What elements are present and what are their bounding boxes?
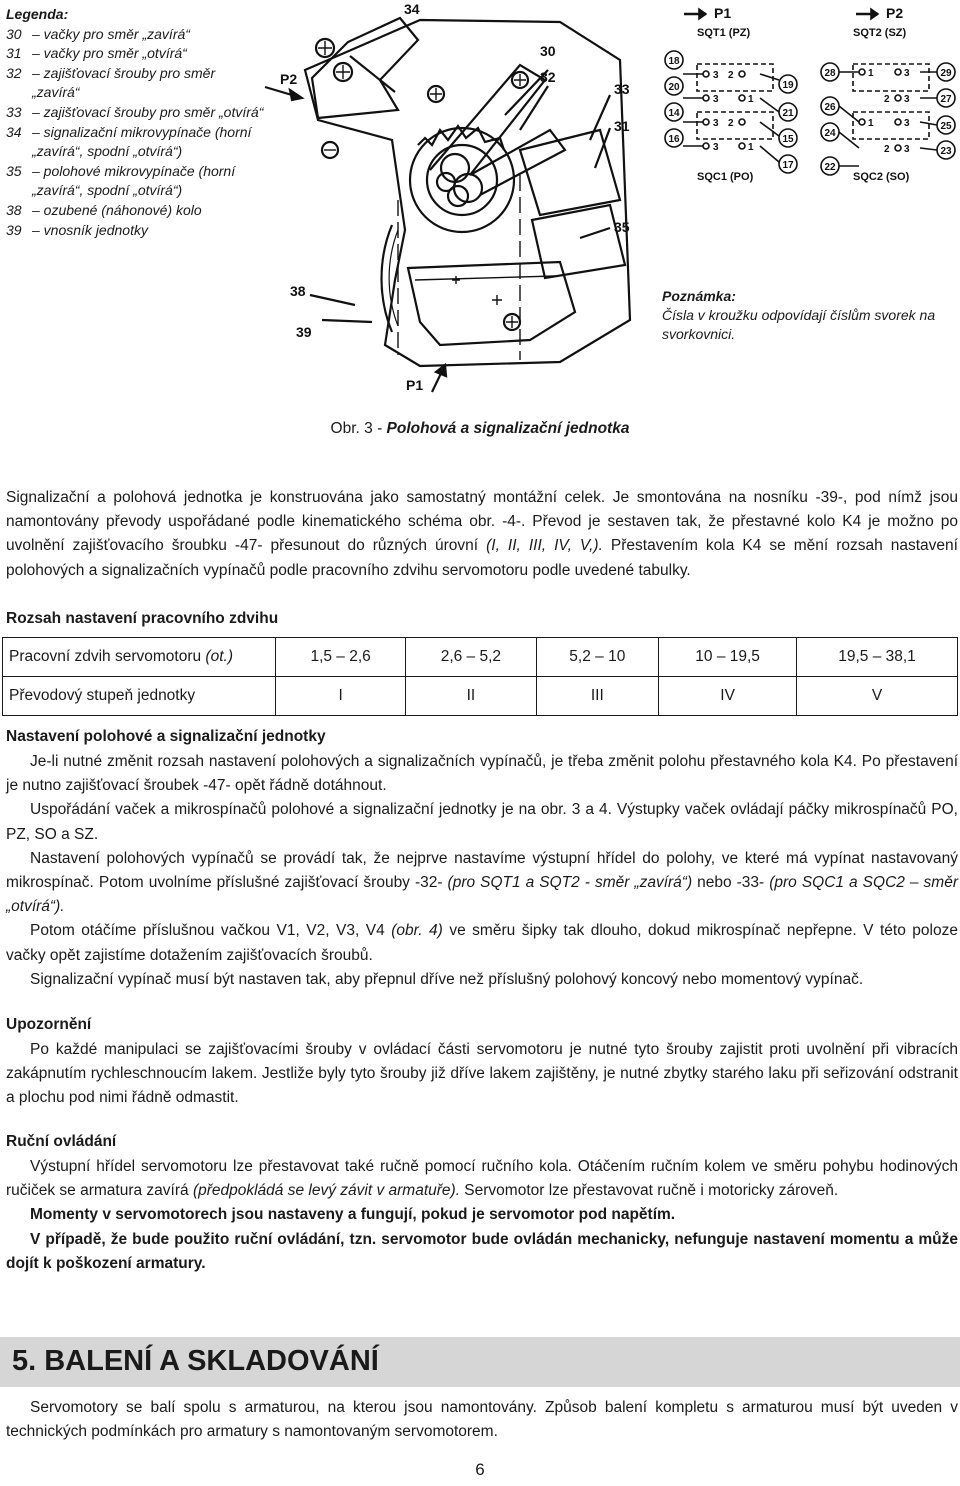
table-row [3, 638, 958, 677]
warning-section [6, 1038, 958, 1111]
terminal-24: 24 [824, 128, 836, 139]
settings-heading: Nastavení polohové a signalizační jednotky [6, 728, 326, 745]
label-34: 34 [404, 1, 420, 17]
label-35: 35 [614, 219, 630, 235]
note-text: Čísla v kroužku odpovídají číslům svorek na svorkovnici. [662, 307, 936, 342]
note-title: Poznámka: [662, 288, 736, 304]
figure-note [662, 287, 952, 344]
table-cell: III [536, 677, 659, 716]
drawing-labels [280, 1, 630, 393]
settings-p4: Potom otáčíme příslušnou vačkou V1, V2, V3, V4 (obr. 4) ve směru šipky tak dlouho, dokud mikrospínač nepřepne. V této poloze vačky opět zajistíme dotažením zajišťovacích šroubů. [6, 922, 958, 964]
legend-item: 30 – vačky pro směr „zavírá“ [6, 25, 190, 42]
contact-number: 3 [904, 68, 910, 79]
terminal-28: 28 [824, 68, 836, 79]
schematic-p2: P2 [886, 5, 904, 21]
table-cell: Pracovní zdvih servomotoru (ot.) [3, 638, 276, 677]
manual-bold-1: Momenty v servomotorech jsou nastaveny a fungují, pokud je servomotor pod napětím. [30, 1206, 676, 1224]
label-p1: P1 [406, 377, 424, 393]
legend-item: 35 – polohové mikrovypínače (horní „zavírá“, spodní „otvírá“) [6, 162, 236, 199]
settings-p1: Je-li nutné změnit rozsah nastavení polohových a signalizačních vypínačů, je třeba změnit polohu přestavného kola K4. Po přestavení je nutno zajišťovací šroubek -47- opět řádně dotáhnout. [6, 753, 958, 795]
intro-text: Signalizační a polohová jednotka je konstruována jako samostatný montážní celek. Je smontována na nosníku -39-, pod nímž jsou namontovány převody uspořádané podle kinematického schéma obr. -4-. Převod je sestaven tak, že přestavné kolo K4 je možno po uvolnění zajišťovacího šroubku -47- přesunout do různých úrovní [6, 489, 958, 555]
section-title: 5. BALENÍ A SKLADOVÁNÍ [12, 1345, 379, 1377]
intro-levels: (I, II, III, IV, V,). [486, 537, 603, 555]
terminal-23: 23 [940, 146, 952, 157]
manual-p1: Výstupní hřídel servomotoru lze přestavovat také ručně pomocí ručního kola. Otáčením ručním kolem ve směru pohybu hodinových ručiček se armatura zavírá (předpokládá se levý závit v armatuře). Servomotor lze přestavovat ručně i motoricky zároveň. [6, 1158, 958, 1200]
legend-item: 38 – ozubené (náhonové) kolo [6, 201, 202, 218]
intro-paragraph [6, 486, 958, 583]
figure-caption [0, 420, 960, 438]
caption-title: Polohová a signalizační jednotka [386, 420, 630, 437]
range-table [2, 637, 958, 716]
terminal-27: 27 [940, 94, 952, 105]
contact-number: 3 [904, 118, 910, 129]
table-cell: 1,5 – 2,6 [276, 638, 406, 677]
manual-bold-2: V případě, že bude použito ruční ovládání, tzn. servomotor bude ovládán mechanicky, nefunguje nastavení momentu a může dojít k poškození armatury. [6, 1230, 958, 1272]
table-cell: IV [659, 677, 797, 716]
label-38: 38 [290, 283, 306, 299]
terminal-15: 15 [782, 134, 794, 145]
terminal-25: 25 [940, 121, 952, 132]
legend-item: 39 – vnosník jednotky [6, 221, 148, 238]
range-heading: Rozsah nastavení pracovního zdvihu [6, 610, 279, 627]
label-31: 31 [614, 118, 630, 134]
sqc1-label: SQC1 (PO) [697, 171, 754, 183]
settings-p2: Uspořádání vaček a mikrospínačů polohové a signalizační jednotky je na obr. 3 a 4. Výstupky vaček ovládají páčky mikrospínačů PO, PZ, SO a SZ. [6, 801, 958, 843]
contact-number: 1 [748, 142, 754, 153]
table-cell: I [276, 677, 406, 716]
terminal-19: 19 [782, 80, 794, 91]
terminal-14: 14 [668, 108, 680, 119]
contact-number: 3 [713, 70, 719, 81]
manual-section [6, 1155, 958, 1276]
contact-number: 1 [868, 118, 874, 129]
terminal-22: 22 [824, 162, 836, 173]
terminal-18: 18 [668, 56, 680, 67]
section-banner [0, 1337, 960, 1387]
contact-number: 3 [713, 118, 719, 129]
sqt1-label: SQT1 (PZ) [697, 27, 751, 39]
settings-section [6, 750, 958, 992]
table-cell: Převodový stupeň jednotky [3, 677, 276, 716]
table-row [3, 677, 958, 716]
manual-heading: Ruční ovládání [6, 1133, 117, 1150]
table-cell: II [406, 677, 536, 716]
terminal-20: 20 [668, 82, 680, 93]
contact-number: 3 [713, 94, 719, 105]
terminal-29: 29 [940, 68, 952, 79]
contact-number: 3 [713, 142, 719, 153]
page-number: 6 [475, 1460, 485, 1479]
mechanism-drawing [265, 18, 630, 392]
settings-p3: Nastavení polohových vypínačů se provádí tak, že nejprve nastavíme výstupní hřídel do polohy, ve které má vypínat nastavovaný mikrospínač. Potom uvolníme příslušné zajišťovací šrouby -32- (pro SQT1 a SQT2 - směr „zavírá“) nebo -33- (pro SQC1 a SQC2 – směr „otvírá“). [6, 849, 958, 916]
contact-number: 2 [728, 70, 734, 81]
label-39: 39 [296, 324, 312, 340]
warning-heading: Upozornění [6, 1016, 92, 1033]
contact-number: 3 [904, 144, 910, 155]
terminal-16: 16 [668, 134, 680, 145]
legend-title: Legenda: [6, 6, 69, 22]
section5-text [6, 1396, 958, 1444]
legend-item: 34 – signalizační mikrovypínače (horní „zavírá“, spodní „otvírá“) [6, 123, 252, 160]
contact-number: 2 [884, 144, 890, 155]
sqc2-label: SQC2 (SO) [853, 171, 910, 183]
caption-prefix: Obr. 3 - [330, 420, 387, 437]
label-32: 32 [540, 69, 556, 85]
label-30: 30 [540, 43, 556, 59]
contact-number: 1 [748, 94, 754, 105]
sqt2-label: SQT2 (SZ) [853, 27, 907, 39]
table-cell: 2,6 – 5,2 [406, 638, 536, 677]
section5-p1: Servomotory se balí spolu s armaturou, na kterou jsou namontovány. Způsob balení kompletu s armaturou musí být uveden v technických podmínkách pro armatury s namontovaným servomotorem. [6, 1399, 958, 1441]
contact-number: 2 [884, 94, 890, 105]
warning-p1: Po každé manipulaci se zajišťovacími šrouby v ovládací části servomotoru je nutné tyto šrouby zajistit proti uvolnění při vibracích zakápnutím rychleschnoucím lakem. Jestliže byly tyto šrouby již dříve lakem zajištěny, je nutné zbytky starého laku při seřizování odstranit a plochu pod nimi řádně odmastit. [6, 1041, 958, 1107]
contact-number: 3 [904, 94, 910, 105]
terminal-21: 21 [782, 108, 794, 119]
table-cell: V [797, 677, 958, 716]
contact-number: 1 [868, 68, 874, 79]
settings-p5: Signalizační vypínač musí být nastaven tak, aby přepnul dříve než příslušný polohový koncový nebo momentový vypínač. [30, 970, 864, 988]
schematic-labels [668, 5, 952, 183]
schematic-p1: P1 [714, 5, 732, 21]
label-33: 33 [614, 81, 630, 97]
terminal-26: 26 [824, 102, 836, 113]
table-cell: 19,5 – 38,1 [797, 638, 958, 677]
label-p2: P2 [280, 71, 298, 87]
contact-number: 2 [728, 118, 734, 129]
terminal-17: 17 [782, 160, 794, 171]
intro-text-end: Přestavením kola K4 se mění rozsah nastavení polohových a signalizačních vypínačů podle pracovního zdvihu servomotoru podle uvedené tabulky. [6, 537, 958, 579]
legend-item: 32 – zajišťovací šrouby pro směr „zavírá“ [6, 64, 216, 101]
legend-item: 31 – vačky pro směr „otvírá“ [6, 45, 187, 62]
table-cell: 5,2 – 10 [536, 638, 659, 677]
table-cell: 10 – 19,5 [659, 638, 797, 677]
legend-item: 33 – zajišťovací šrouby pro směr „otvírá“ [6, 103, 264, 120]
